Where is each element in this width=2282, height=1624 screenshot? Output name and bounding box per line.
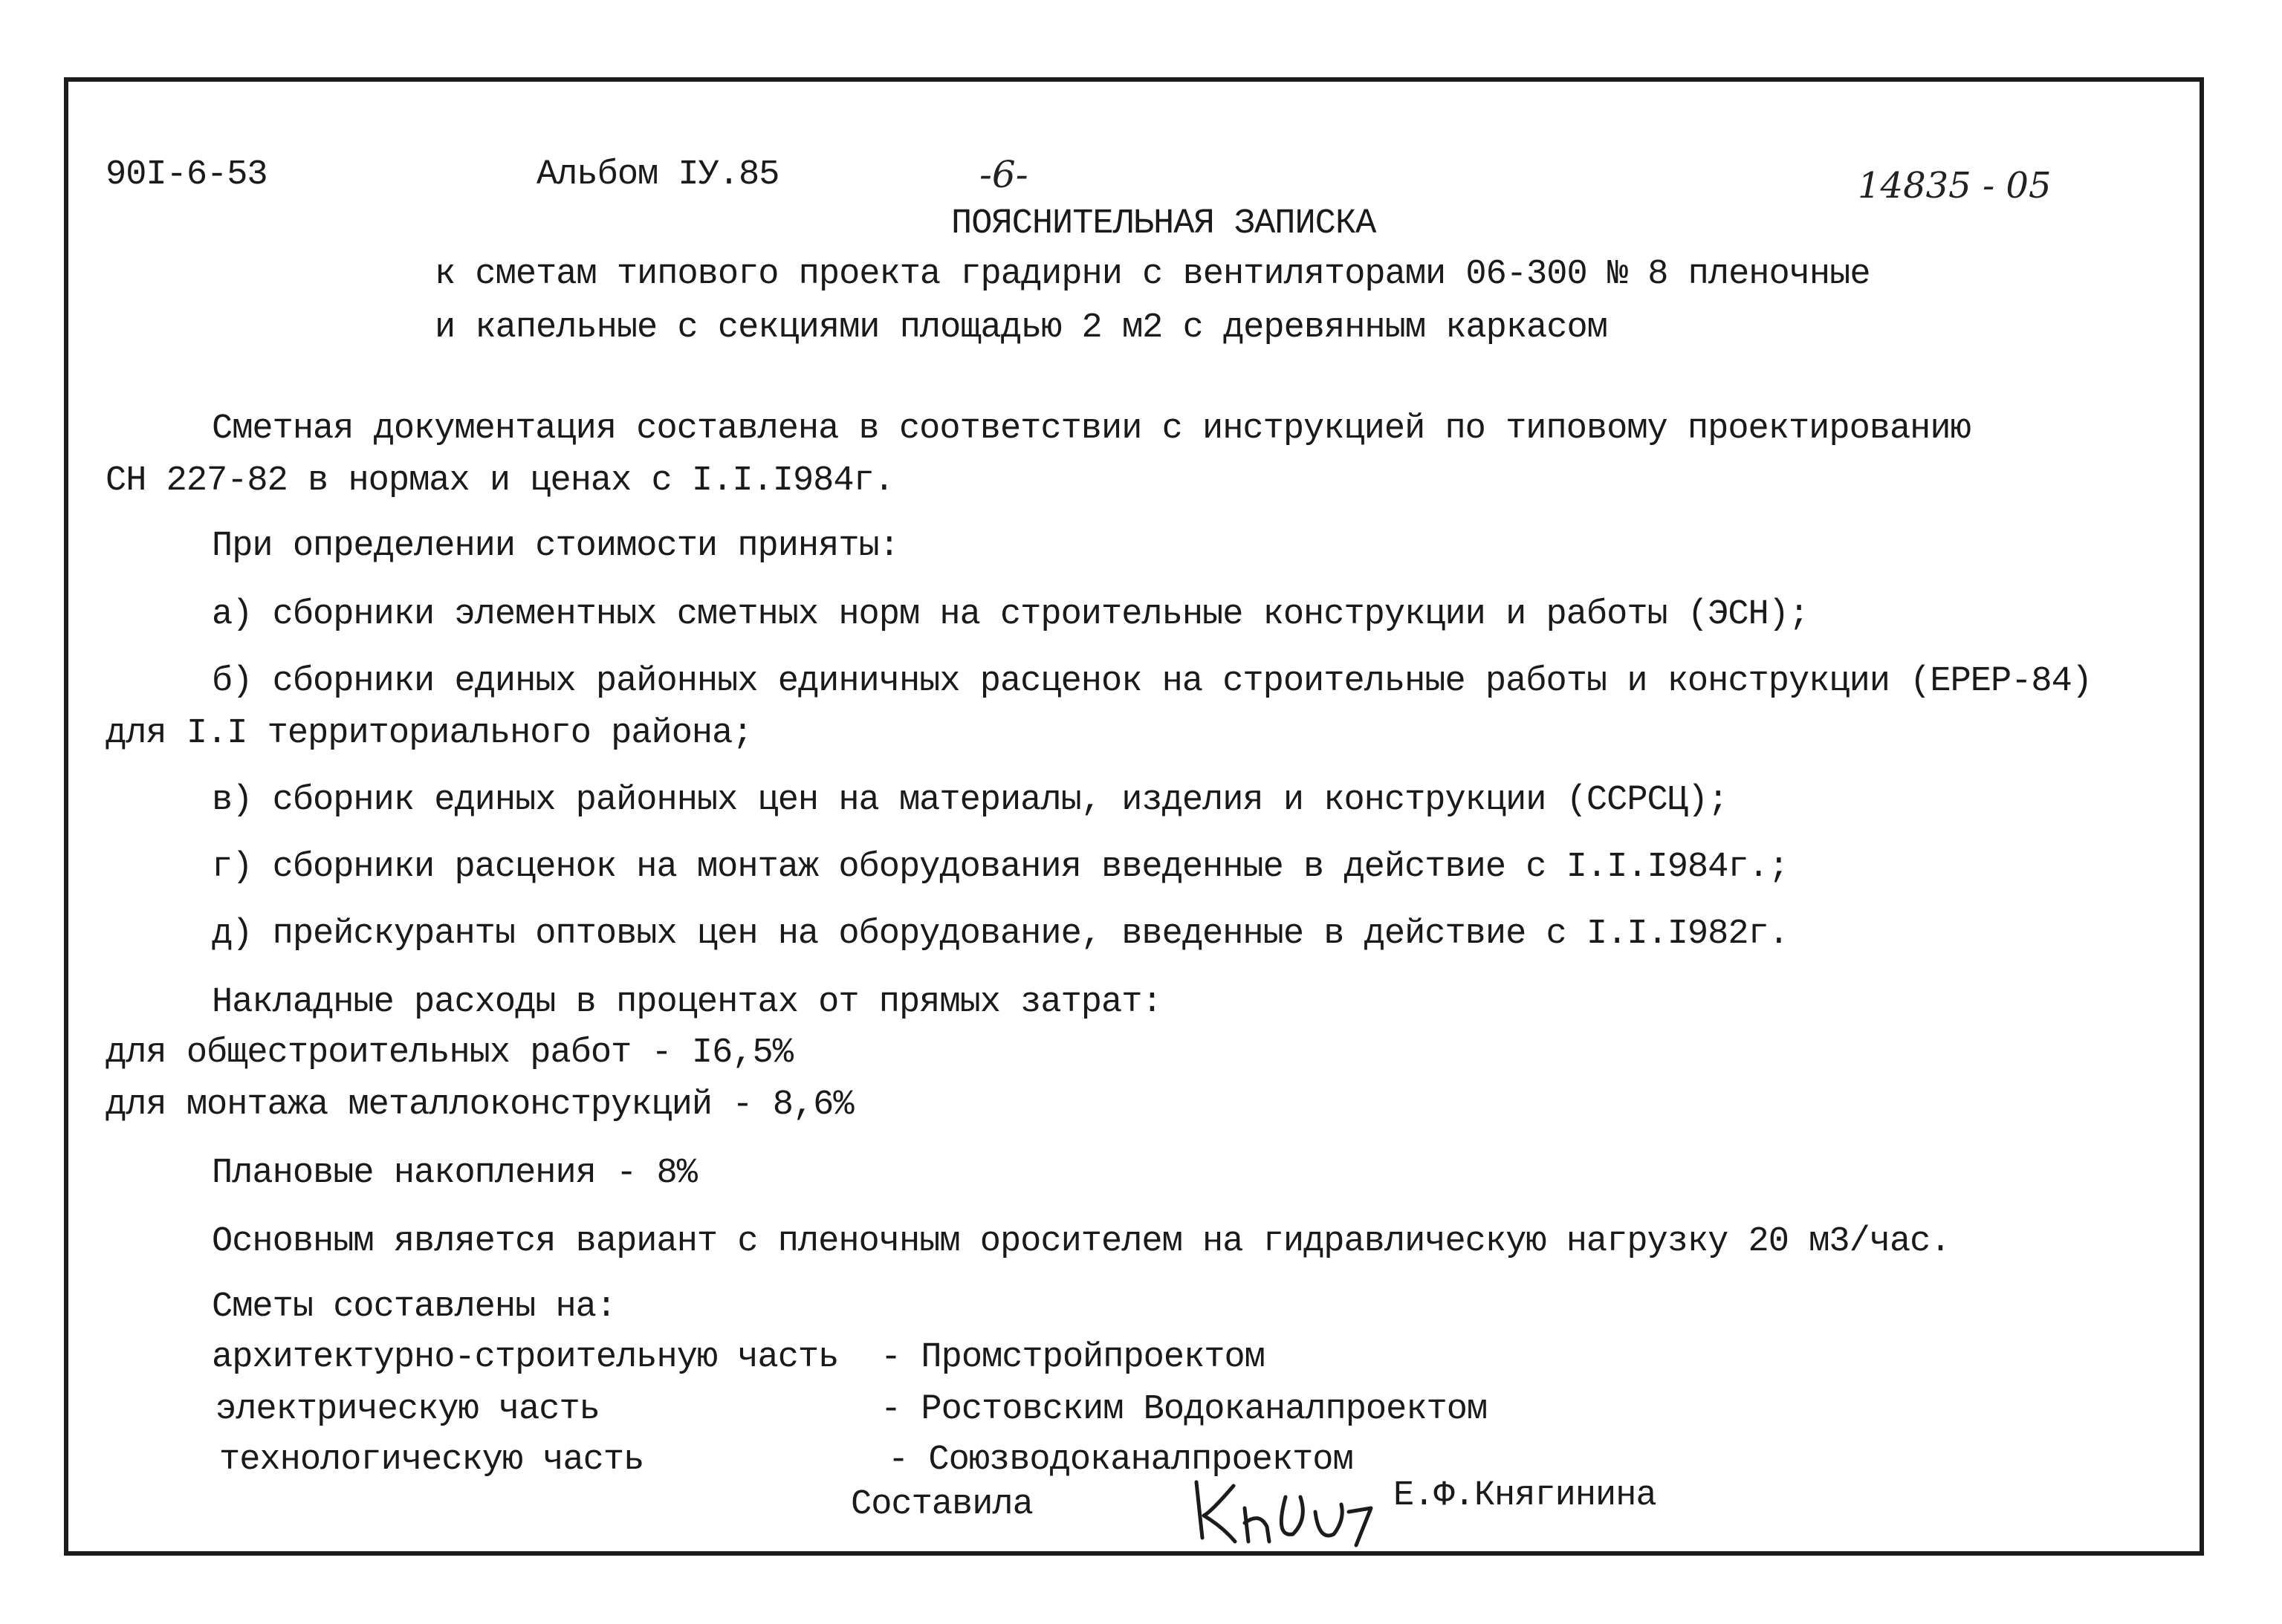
page-number: -6-: [979, 153, 1028, 196]
compiled-by-label: Составила: [851, 1485, 1033, 1524]
subtitle-line-1: к сметам типового проекта градирни с вентиляторами 06-300 № 8 пленочные: [435, 255, 1870, 294]
list-item-b-line-1: б) сборники единых районных единичных расценок на строительные работы и конструкции (ЕРЕР-84): [212, 662, 2093, 701]
overhead-title: Накладные расходы в процентах от прямых затрат:: [212, 983, 1162, 1022]
signature: [1189, 1467, 1382, 1556]
estimate-3-org: - Союзводоканалпроектом: [888, 1441, 1353, 1480]
list-item-a: а) сборники элементных сметных норм на строительные конструкции и работы (ЭСН);: [212, 595, 1809, 634]
album-number: Альбом IУ.85: [537, 155, 779, 195]
document-code: 90I-6-53: [106, 155, 268, 195]
paragraph-1-line-2: СН 227-82 в нормах и ценах с I.I.I984г.: [106, 461, 894, 501]
estimates-title: Сметы составлены на:: [212, 1287, 617, 1327]
estimate-1-part: архитектурно-строительную часть: [212, 1338, 839, 1377]
estimate-2-org: - Ростовским Водоканалпроектом: [881, 1390, 1488, 1429]
compiler-name: Е.Ф.Княгинина: [1393, 1476, 1656, 1516]
main-variant: Основным является вариант с пленочным оросителем на гидравлическую нагрузку 20 м3/час.: [212, 1222, 1951, 1261]
document-title: ПОЯСНИТЕЛЬНАЯ ЗАПИСКА: [951, 204, 1376, 244]
handwritten-number: 14835 - 05: [1858, 165, 2052, 207]
list-item-v: в) сборник единых районных цен на материалы, изделия и конструкции (ССРСЦ);: [212, 781, 1728, 820]
overhead-line-2: для монтажа металлоконструкций - 8,6%: [106, 1085, 854, 1125]
planned-savings: Плановые накопления - 8%: [212, 1154, 697, 1193]
list-item-g: г) сборники расценок на монтаж оборудования введенные в действие с I.I.I984г.;: [212, 848, 1789, 887]
subtitle-line-2: и капельные с секциями площадью 2 м2 с деревянным каркасом: [435, 308, 1607, 348]
list-item-d: д) прейскуранты оптовых цен на оборудование, введенные в действие с I.I.I982г.: [212, 915, 1789, 954]
estimate-3-part: технологическую часть: [219, 1441, 644, 1480]
paragraph-2: При определении стоимости приняты:: [212, 527, 899, 566]
estimate-1-org: - Промстройпроектом: [881, 1338, 1265, 1377]
estimate-2-part: электрическую часть: [215, 1390, 600, 1429]
list-item-b-line-2: для I.I территориального района;: [106, 714, 753, 753]
overhead-line-1: для общестроительных работ - I6,5%: [106, 1033, 793, 1073]
paragraph-1-line-1: Сметная документация составлена в соответствии с инструкцией по типовому проектированию: [212, 409, 1971, 449]
